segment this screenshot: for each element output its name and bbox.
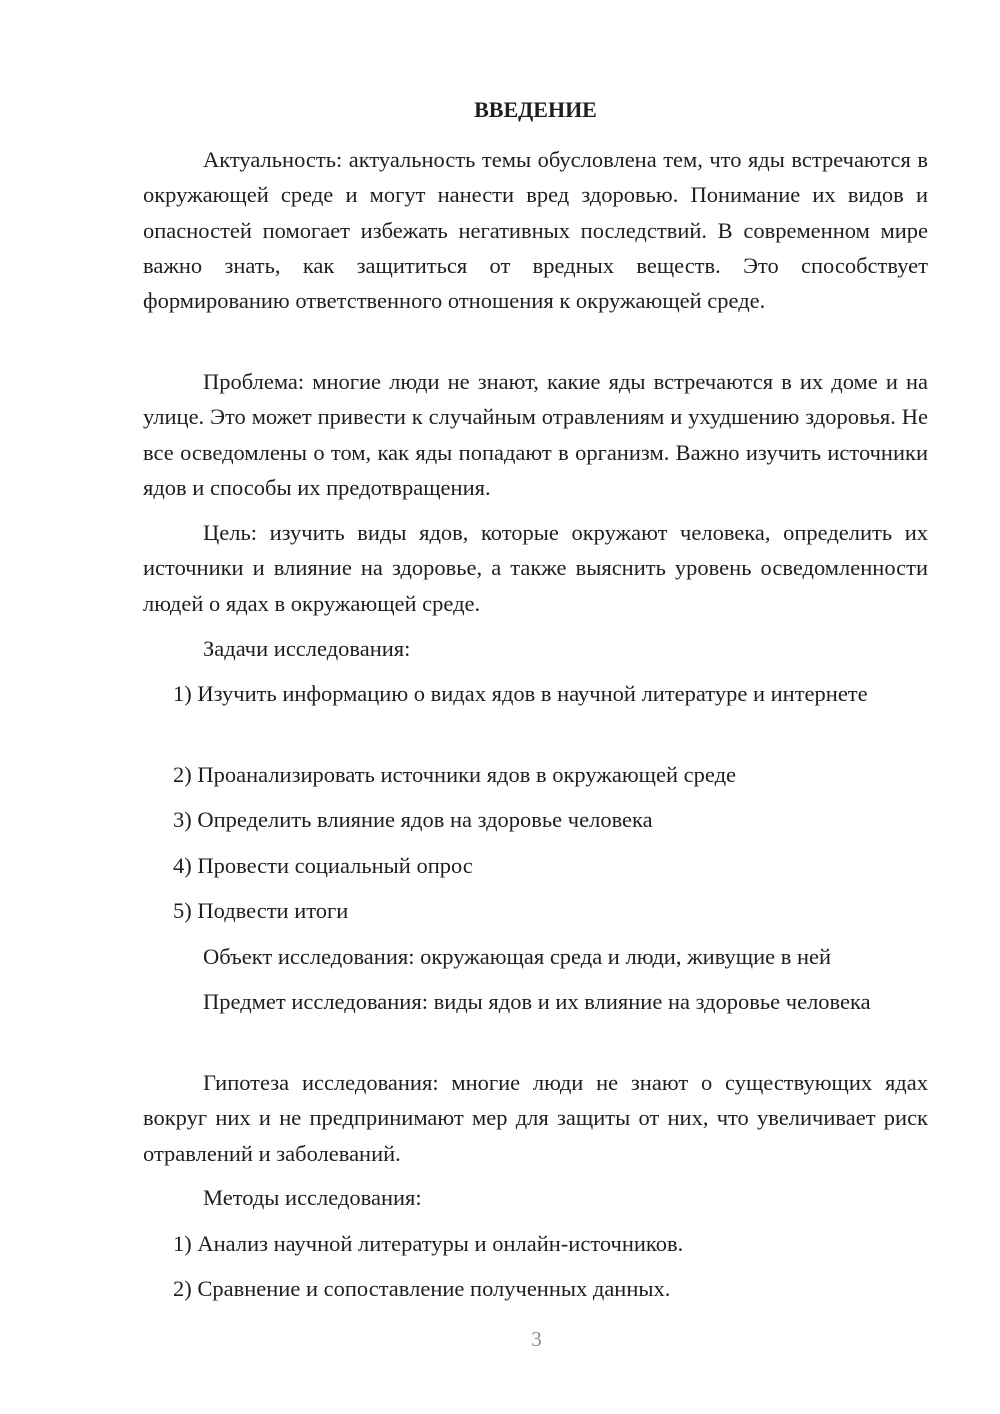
task-item-2: 2) Проанализировать источники ядов в окружающей среде (173, 762, 737, 787)
subject-paragraph: Предмет исследования: виды ядов и их влияние на здоровье человека (203, 989, 871, 1014)
task-item-1: 1) Изучить информацию о видах ядов в научной литературе и интернете (173, 681, 868, 706)
relevance-paragraph: Актуальность: актуальность темы обусловлена тем, что яды встречаются в окружающей среде и могут нанести вред здоровью. Понимание их видов и опасностей помогает избежать негативных последствий. В современном мире важно знать, как защититься от вредных веществ. Это способствует формированию ответственного отношения к окружающей среде. (143, 147, 928, 314)
goal-paragraph: Цель: изучить виды ядов, которые окружают человека, определить их источники и влияние на здоровье, а также выяснить уровень осведомленности людей о ядах в окружающей среде. (143, 520, 928, 616)
page-title: ВВЕДЕНИЕ (474, 97, 597, 122)
object-paragraph: Объект исследования: окружающая среда и люди, живущие в ней (203, 944, 832, 969)
method-item-1: 1) Анализ научной литературы и онлайн-источников. (173, 1231, 684, 1256)
problem-paragraph: Проблема: многие люди не знают, какие яды встречаются в их доме и на улице. Это может привести к случайным отравлениям и ухудшению здоровья. Не все осведомлены о том, как яды попадают в организм. Важно изучить источники ядов и способы их предотвращения. (143, 369, 928, 500)
task-item-4: 4) Провести социальный опрос (173, 853, 473, 878)
method-item-2: 2) Сравнение и сопоставление полученных данных. (173, 1276, 671, 1301)
hypothesis-paragraph: Гипотеза исследования: многие люди не знают о существующих ядах вокруг них и не предпринимают мер для защиты от них, что увеличивает риск отравлений и заболеваний. (143, 1070, 928, 1166)
task-item-5: 5) Подвести итоги (173, 898, 349, 923)
tasks-heading: Задачи исследования: (203, 636, 411, 661)
methods-heading: Методы исследования: (203, 1185, 422, 1210)
page-number: 3 (531, 1327, 542, 1351)
task-item-3: 3) Определить влияние ядов на здоровье человека (173, 807, 653, 832)
